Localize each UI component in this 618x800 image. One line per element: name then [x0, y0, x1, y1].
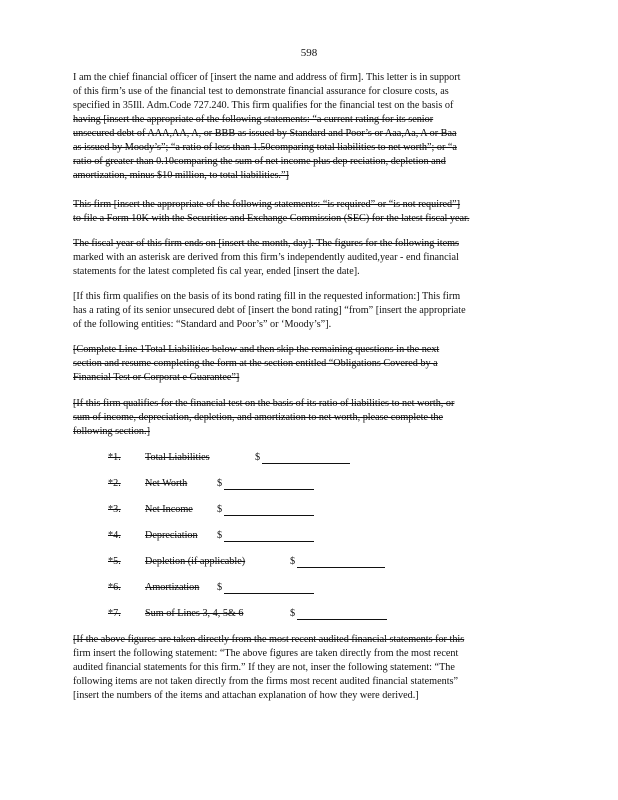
text-segment: [insert the numbers of the items and attachan explanation of how they were derived.]	[73, 690, 419, 701]
item-number: *3.	[108, 504, 121, 515]
struck-text: Financial Test or Corporat e Guarantee”]	[73, 372, 240, 383]
text-segment: has a rating of its senior unsecured debt of [insert the bond rating] “from” [insert the appropriate	[73, 305, 466, 316]
item-label: Net Income	[145, 504, 193, 515]
struck-text: [Complete Line 1Total Liabilities below and then skip the remaining questions in the next	[73, 344, 440, 355]
text-line	[73, 198, 541, 212]
text-segment: audited financial statements for this firm.” If they are not, inser the following statement: “The	[73, 662, 455, 673]
item-amount-blank	[224, 503, 314, 516]
struck-text: amortization, minus $10 million, to total liabilities.”]	[73, 170, 289, 181]
text-line	[73, 397, 541, 411]
text-line	[73, 113, 541, 127]
text-segment: following items are not taken directly from the firms most recent audited financial statements”	[73, 676, 459, 687]
text-line	[73, 343, 541, 357]
text-line	[73, 237, 541, 251]
text-line	[73, 647, 541, 661]
text-segment: statements for the latest completed fis cal year, ended [insert the date].	[73, 266, 360, 277]
item-dollar: $	[290, 608, 296, 619]
item-label: Net Worth	[145, 478, 188, 489]
item-amount-blank	[262, 451, 350, 464]
paragraph-cfo-intro	[73, 71, 541, 183]
text-segment: marked with an asterisk are derived from this firm’s independently audited,year - end financial	[73, 252, 459, 263]
text-line	[73, 318, 541, 332]
item-number: *5.	[108, 556, 121, 567]
text-line	[73, 304, 541, 318]
text-line	[73, 357, 541, 371]
text-line	[73, 265, 541, 279]
struck-text: having [insert the appropriate of the following statements: “a current rating for its senior	[73, 114, 434, 125]
item-number: *1.	[108, 452, 121, 463]
item-label: Depletion (if applicable)	[145, 556, 246, 567]
struck-text: The fiscal year of this firm ends on [insert the month, day]. The figures for the following items	[73, 238, 459, 249]
struck-text: to file a Form 10K with the Securities and Exchange Commission (SEC) for the latest fiscal year.	[73, 213, 470, 224]
item-dollar: $	[217, 478, 223, 489]
text-line	[73, 141, 541, 155]
text-line	[73, 127, 541, 141]
struck-text: ratio of greater than 0.10comparing the sum of net income plus dep reciation, depletion and	[73, 156, 446, 167]
text-segment: of the following entities: “Standard and Poor’s” or ‘Moody’s”].	[73, 319, 332, 330]
paragraph-ratio-qualification	[73, 397, 541, 439]
text-line	[73, 99, 541, 113]
item-dollar: $	[290, 556, 296, 567]
paragraph-sec-filing	[73, 198, 541, 226]
item-label: Depreciation	[145, 530, 198, 541]
text-line	[73, 251, 541, 265]
item-amount-blank	[297, 607, 387, 620]
item-dollar: $	[217, 530, 223, 541]
item-number: *6.	[108, 582, 121, 593]
text-line	[73, 675, 541, 689]
struck-text: [If this firm qualifies for the financial test on the basis of its ratio of liabilities to net worth, or	[73, 398, 455, 409]
text-segment: firm insert the following statement: “The above figures are taken directly from the most recent	[73, 648, 459, 659]
text-line	[73, 155, 541, 169]
paragraph-audited-statement	[73, 633, 541, 703]
struck-text: unsecured debt of AAA,AA, A, or BBB as issued by Standard and Poor’s or Aaa,Aa, A or Baa	[73, 128, 457, 139]
text-line	[73, 371, 541, 385]
text-line	[73, 85, 541, 99]
text-line	[73, 425, 541, 439]
text-line	[73, 212, 541, 226]
item-number: *7.	[108, 608, 121, 619]
item-label: Amortization	[145, 582, 200, 593]
paragraph-fiscal-year	[73, 237, 541, 279]
item-label: Sum of Lines 3, 4, 5& 6	[145, 608, 244, 619]
text-line	[73, 661, 541, 675]
text-segment: I am the chief financial officer of [insert the name and address of firm]. This letter is in support	[73, 72, 461, 83]
text-line	[73, 290, 541, 304]
text-line	[73, 633, 541, 647]
struck-text: following section.]	[73, 426, 150, 437]
item-number: *4.	[108, 530, 121, 541]
item-dollar: $	[217, 504, 223, 515]
item-number: *2.	[108, 478, 121, 489]
item-amount-blank	[224, 529, 314, 542]
text-line	[73, 169, 541, 183]
struck-text: sum of income, depreciation, depletion, and amortization to net worth, please complete the	[73, 412, 444, 423]
item-label: Total Liabilities	[145, 452, 210, 463]
paragraph-complete-line-1	[73, 343, 541, 385]
text-line	[73, 411, 541, 425]
item-dollar: $	[217, 582, 223, 593]
text-segment: [If this firm qualifies on the basis of its bond rating fill in the requested information:] This firm	[73, 291, 461, 302]
text-line	[73, 71, 541, 85]
struck-text: section and resume completing the form at the section entitled “Obligations Covered by a	[73, 358, 438, 369]
paragraph-bond-rating	[73, 290, 541, 332]
item-dollar: $	[255, 452, 261, 463]
text-segment: specified in 35Ill. Adm.Code 727.240. This firm qualifies for the financial test on the basis of	[73, 100, 454, 111]
struck-text: [If the above figures are taken directly from the most recent audited financial statements for this	[73, 634, 465, 645]
item-amount-blank	[224, 477, 314, 490]
text-line	[73, 689, 541, 703]
struck-text: This firm [insert the appropriate of the following statements: “is required” or “is not required”]	[73, 199, 461, 210]
text-segment: of this firm’s use of the financial test to demonstrate financial assurance for closure costs, as	[73, 86, 449, 97]
page-number: 598	[300, 47, 318, 59]
item-amount-blank	[297, 555, 385, 568]
item-amount-blank	[224, 581, 314, 594]
struck-text: as issued by Moody’s”; “a ratio of less than 1.50comparing total liabilities to net worth”; or “a	[73, 142, 457, 153]
